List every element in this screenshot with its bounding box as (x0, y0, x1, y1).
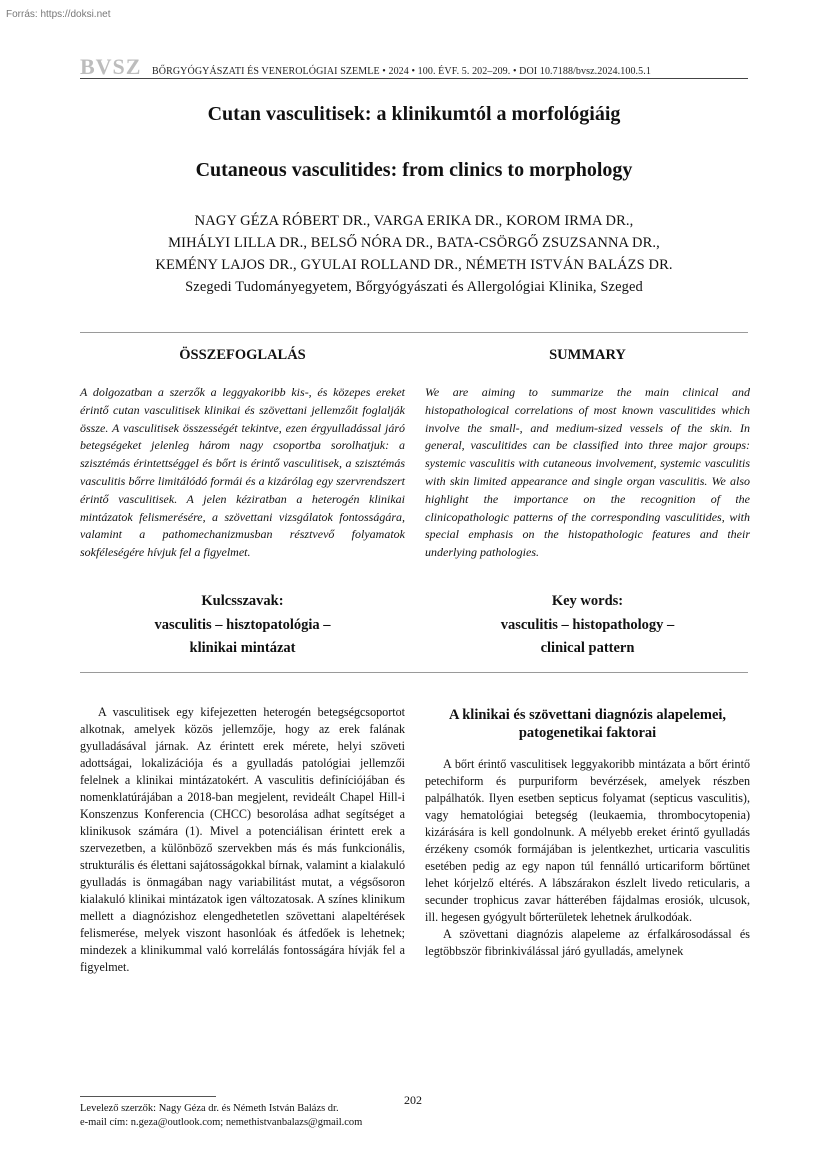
affiliation: Szegedi Tudományegyetem, Bőrgyógyászati és Allergológiai Klinika, Szeged (185, 279, 643, 295)
journal-logo: BVSZ (80, 54, 142, 79)
footnote-authors: Levelező szerzők: Nagy Géza dr. és Németh István Balázs dr. (80, 1103, 339, 1114)
author-line: MIHÁLYI LILLA DR., BELSŐ NÓRA DR., BATA-CSÖRGŐ ZSUZSANNA DR., (168, 235, 660, 251)
body-left-column (80, 704, 405, 976)
keywords-en (425, 590, 750, 661)
footnote-emails[interactable]: e-mail cím: n.geza@outlook.com; nemethistvanbalazs@gmail.com (80, 1117, 363, 1128)
journal-citation: BŐRGYÓGYÁSZATI ÉS VENEROLÓGIAI SZEMLE • 2024 • 100. ÉVF. 5. 202–209. • DOI 10.7188/bvsz.2024.100.5.1 (152, 66, 651, 77)
body-right-column (425, 706, 750, 960)
keywords-en-line: clinical pattern (540, 640, 635, 656)
title-hungarian: Cutan vasculitisek: a klinikumtól a morfológiáig (207, 103, 621, 125)
abstract-en-text: We are aiming to summarize the main clinical and histopathological correlations of most known vasculitides which involve the small-, and medium-sized vessels of the skin. In general, vasculitides can be classified into three major groups: systemic vasculitis with cutaneous involvement, systemic vasculitis with skin limited appearance and single organ vasculitis. We also highlight the importance on the recognition of the clinicopathologic patterns of the corresponding vasculitides, with special emphasis on the histopathologic features and their underlying pathologies. (425, 385, 750, 560)
body-paragraph: A vasculitisek egy kifejezetten heterogén betegségcsoportot alkotnak, amelyek közös jellemzője, hogy az erek falának gyulladásával járnak. Az érintett erek mérete, helyi szöveti adottságai, lokalizációja és a gyulladás patológiai jellemzői felelnek a klinikai mintázatokért. A vasculitis definíciójában és nomenklatúrájában a 2018-ban megjelent, revideált Chapel Hill-i Konszenzus Konferencia (CHCC) besorolása adhat segítséget a klinikusok számára (1). Mivel a potenciálisan érintett erek a szervezetben, a különböző szervekben más és más funkcionális, strukturális és élettani sajátosságokkal bírnak, valamint a kialakuló gyulladás is önmagában nagy variabilitást mutat, a végsősoron kialakuló klinikai mintázatok igen változatosak. A színes klinikum mellett a diagnózishoz elengedhetetlen szövettani alapeltérések felismerése, melyek viszont hasonlóak és átfedőek is lehetnek; mindezek a klinikummal való korrelálás fontosságára hívják fel a figyelmet. (80, 705, 405, 974)
page-number: 202 (404, 1093, 422, 1107)
author-line: KEMÉNY LAJOS DR., GYULAI ROLLAND DR., NÉMETH ISTVÁN BALÁZS DR. (155, 257, 673, 273)
keywords-hu-heading: Kulcsszavak: (201, 593, 284, 609)
author-block (80, 210, 748, 298)
keywords-hu-line: vasculitis – hisztopatológia – (154, 616, 331, 633)
body-paragraph: A bőrt érintő vasculitisek leggyakoribb mintázata a bőrt érintő petechiform és purpuriform bevérzések, amelyek részben palpálhatók. Ilyen esetben septicus folyamat (septicus vasculitis), vagy hematológiai betegség (leukaemia, thrombocytopenia) kizárására is kell gondolnunk. A mélyebb ereket érintő gyulladás érzékeny csomók formájában is jelentkezhet, urticaria vasculitis esetében pedig az egy napon túl fennálló urticariform bőrtünet lehet kórjelző eltérés. A lábszárakon észlelt livedo reticularis, a secunder trophicus zavar hátterében fájdalmas erosiók, ulcusok, ill. hegesen gyógyult bőrterületek lehetnek árulkodóak. (425, 757, 750, 924)
abstract-hu-text: A dolgozatban a szerzők a leggyakoribb kis-, és közepes ereket érintő cutan vasculitisek klinikai és szövettani jellemzőit foglalják össze. A vasculitisek összességét tekintve, ezen érgyulladással járó betegségeket jelenleg három nagy csoportba sorolhatjuk: a szisztémás érintettséggel és bőrt is érintő vasculitisek, a szisztémás vasculitis bőrre limitálódó formái és a kizárólag egy szervrendszert érintő vasculitisek. A jelen kéziratban a heterogén klinikai mintázatok felismerésére, a szövettani vizsgálatok fontosságára, valamint a pathomechanizmusban résztvevő folyamatok sokféleségére hívjuk fel a figyelmet. (80, 385, 405, 560)
keywords-hu (80, 590, 405, 661)
source-url[interactable]: Forrás: https://doksi.net (6, 9, 111, 20)
footnote-rule (80, 1096, 216, 1097)
author-line: NAGY GÉZA RÓBERT DR., VARGA ERIKA DR., KOROM IRMA DR., (194, 213, 634, 229)
divider (80, 332, 748, 333)
abstract-en-heading: SUMMARY (549, 347, 626, 363)
title-english: Cutaneous vasculitides: from clinics to morphology (195, 159, 633, 181)
journal-header (80, 56, 748, 79)
section-heading: A klinikai és szövettani diagnózis alapelemei, patogenetikai faktorai (448, 707, 727, 741)
keywords-hu-line: klinikai mintázat (189, 640, 296, 656)
divider (80, 672, 748, 673)
body-paragraph: A szövettani diagnózis alapeleme az érfalkárosodással és legtöbbször fibrinkiválással járó gyulladás, amelynek (425, 927, 750, 958)
abstract-hu-heading: ÖSSZEFOGLALÁS (179, 347, 306, 363)
keywords-en-heading: Key words: (551, 593, 624, 609)
keywords-en-line: vasculitis – histopathology – (500, 616, 675, 633)
correspondence-footnote (80, 1102, 362, 1130)
